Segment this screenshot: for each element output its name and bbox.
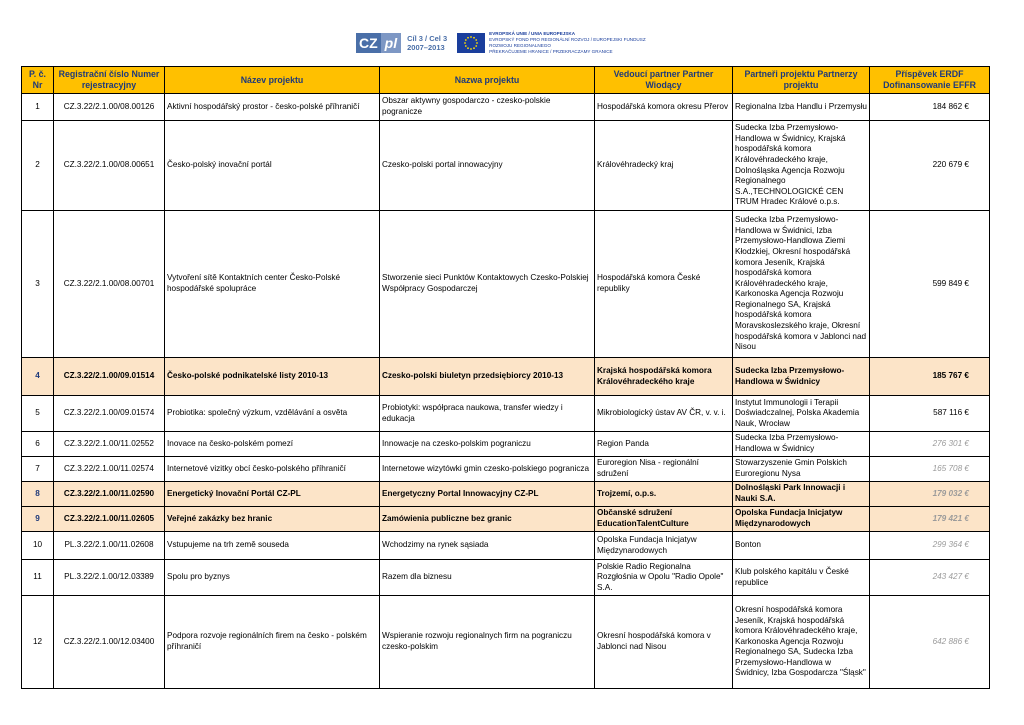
table-row <box>22 211 990 358</box>
table-row <box>22 121 990 211</box>
czpl-logo-caption <box>407 34 447 52</box>
projects-table <box>21 66 990 689</box>
cell-lead: Občanské sdružení EducationTalentCulture <box>595 507 733 532</box>
cell-partners: Stowarzyszenie Gmin Polskich Euroregionu Nysa <box>733 457 870 482</box>
cell-nr: 6 <box>22 432 54 457</box>
table-row <box>22 432 990 457</box>
cell-reg: CZ.3.22/2.1.00/08.00126 <box>54 94 165 121</box>
cell-nr: 3 <box>22 211 54 358</box>
cell-name-cz: Vstupujeme na trh země souseda <box>165 532 380 560</box>
cell-amount: 179 032 € <box>870 482 990 507</box>
cell-nr: 9 <box>22 507 54 532</box>
cell-partners: Klub polského kapitálu v České republice <box>733 560 870 596</box>
header-name-pl: Nazwa projektu <box>380 67 595 94</box>
cell-reg: CZ.3.22/2.1.00/09.01514 <box>54 358 165 396</box>
czpl-logo-line1: Cíl 3 / Cel 3 <box>407 34 448 43</box>
header-amount: Příspěvek ERDF Dofinansowanie EFFR <box>870 67 990 94</box>
cell-lead: Mikrobiologický ústav AV ČR, v. v. i. <box>595 396 733 432</box>
cell-name-pl: Wchodzimy na rynek sąsiada <box>380 532 595 560</box>
cell-name-cz: Česko-polské podnikatelské listy 2010-13 <box>165 358 380 396</box>
cell-amount: 599 849 € <box>870 211 990 358</box>
eu-logo-caption <box>489 31 669 55</box>
cell-name-pl: Wspieranie rozwoju regionalnych firm na pograniczu czesko-polskim <box>380 596 595 689</box>
cell-reg: PL.3.22/2.1.00/12.03389 <box>54 560 165 596</box>
cell-name-pl: Innowacje na czesko-polskim pograniczu <box>380 432 595 457</box>
cell-name-cz: Spolu pro byznys <box>165 560 380 596</box>
cell-name-pl: Czesko-polski biuletyn przedsiębiorcy 2010-13 <box>380 358 595 396</box>
table-row-highlighted <box>22 482 990 507</box>
table-row <box>22 532 990 560</box>
cell-nr: 12 <box>22 596 54 689</box>
eu-logo-line2: EVROPSKÝ FOND PRO REGIONÁLNÍ ROZVOJ / EUROPEJSKI FUNDUSZ ROZWOJU REGIONALNEGO <box>489 37 646 48</box>
cell-reg: CZ.3.22/2.1.00/11.02590 <box>54 482 165 507</box>
cell-lead: Trojzemí, o.p.s. <box>595 482 733 507</box>
cell-reg: CZ.3.22/2.1.00/11.02605 <box>54 507 165 532</box>
eu-logo-line1: EVROPSKÁ UNIE / UNIA EUROPEJSKA <box>489 31 576 36</box>
cell-amount: 276 301 € <box>870 432 990 457</box>
cell-name-pl: Stworzenie sieci Punktów Kontaktowych Czesko-Polskiej Współpracy Gospodarczej <box>380 211 595 358</box>
cell-lead: Hospodářská komora okresu Přerov <box>595 94 733 121</box>
header-nr: P. č. Nr <box>22 67 54 94</box>
cell-partners: Dolnośląski Park Innowacji i Nauki S.A. <box>733 482 870 507</box>
header-lead: Vedoucí partner Partner Wiodący <box>595 67 733 94</box>
cell-partners: Sudecka Izba Przemysłowo-Handlowa w Świdnici, Izba Przemysłowo-Handlowa Ziemi Kłodzkiej, Okresní hospodářská komora Jeseník, Krajská hospodářská komora Královéhradeckého kraje, Karkonoska Agencja Rozwoju Regionalnego SA, Krajská hospodářská komora Moravskoslezského kraje, Okresní hospodářská komora v Jablonci nad Nisou <box>733 211 870 358</box>
cell-amount: 184 862 € <box>870 94 990 121</box>
eu-logo <box>457 31 669 55</box>
cell-name-cz: Probiotika: společný výzkum, vzdělávání a osvěta <box>165 396 380 432</box>
cell-name-pl: Internetowe wizytówki gmin czesko-polskiego pogranicza <box>380 457 595 482</box>
cell-lead: Královéhradecký kraj <box>595 121 733 211</box>
cell-name-pl: Czesko-polski portal innowacyjny <box>380 121 595 211</box>
cell-name-pl: Zamówienia publiczne bez granic <box>380 507 595 532</box>
cell-reg: CZ.3.22/2.1.00/12.03400 <box>54 596 165 689</box>
cell-amount: 165 708 € <box>870 457 990 482</box>
cell-name-cz: Inovace na česko-polském pomezí <box>165 432 380 457</box>
table-row-highlighted <box>22 507 990 532</box>
cell-reg: PL.3.22/2.1.00/11.02608 <box>54 532 165 560</box>
cell-nr: 10 <box>22 532 54 560</box>
cell-name-pl: Energetyczny Portal Innowacyjny CZ-PL <box>380 482 595 507</box>
cell-nr: 7 <box>22 457 54 482</box>
cell-partners: Opolska Fundacja Inicjatyw Międzynarodowych <box>733 507 870 532</box>
cell-lead: Polskie Radio Regionalna Rozgłośnia w Opolu "Radio Opole" S.A. <box>595 560 733 596</box>
cell-name-pl: Razem dla biznesu <box>380 560 595 596</box>
table-row <box>22 596 990 689</box>
cell-amount: 179 421 € <box>870 507 990 532</box>
cell-lead: Hospodářská komora České republiky <box>595 211 733 358</box>
cell-name-cz: Veřejné zakázky bez hranic <box>165 507 380 532</box>
cell-name-cz: Česko-polský inovační portál <box>165 121 380 211</box>
cell-lead: Okresní hospodářská komora v Jablonci nad Nisou <box>595 596 733 689</box>
cell-nr: 5 <box>22 396 54 432</box>
cell-amount: 299 364 € <box>870 532 990 560</box>
cell-partners: Regionalna Izba Handlu i Przemysłu <box>733 94 870 121</box>
cell-name-cz: Vytvoření sítě Kontaktních center Česko-Polské hospodářské spolupráce <box>165 211 380 358</box>
cell-partners: Instytut Immunologii i Terapii Doświadczalnej, Polska Akademia Nauk, Wrocław <box>733 396 870 432</box>
header-name-cz: Název projektu <box>165 67 380 94</box>
header-partners: Partneři projektu Partnerzy projektu <box>733 67 870 94</box>
table-row <box>22 94 990 121</box>
cell-name-cz: Aktivní hospodářský prostor - česko-polské příhraničí <box>165 94 380 121</box>
table-row-highlighted <box>22 358 990 396</box>
cell-nr: 1 <box>22 94 54 121</box>
eu-flag-icon <box>457 33 485 53</box>
cell-partners: Sudecka Izba Przemysłowo-Handlowa w Świdnicy <box>733 358 870 396</box>
table-row <box>22 396 990 432</box>
czpl-logo-cz: CZ <box>356 33 381 53</box>
logo-header <box>356 32 669 54</box>
cell-name-pl: Obszar aktywny gospodarczo - czesko-polskie pogranicze <box>380 94 595 121</box>
table-header-row <box>22 67 990 94</box>
cell-nr: 8 <box>22 482 54 507</box>
cell-lead: Region Panda <box>595 432 733 457</box>
cell-nr: 11 <box>22 560 54 596</box>
cell-lead: Krajská hospodářská komora Královéhradeckého kraje <box>595 358 733 396</box>
cell-partners: Sudecka Izba Przemysłowo-Handlowa w Świdnicy <box>733 432 870 457</box>
cell-nr: 4 <box>22 358 54 396</box>
cell-name-cz: Podpora rozvoje regionálních firem na česko - polském příhraničí <box>165 596 380 689</box>
cell-amount: 243 427 € <box>870 560 990 596</box>
eu-logo-line3: PŘEKRAČUJEME HRANICE / PRZEKRACZAMY GRANICE <box>489 49 613 54</box>
cell-lead: Euroregion Nisa - regionální sdružení <box>595 457 733 482</box>
cell-partners: Okresní hospodářská komora Jeseník, Krajská hospodářská komora Královéhradeckého kraje, Karkonoska Agencja Rozwoju Regionalnego SA, Sudecka Izba Przemysłowo-Handlowa w Świdnicy, Izba Gospodarcza "Śląsk" <box>733 596 870 689</box>
table-row <box>22 560 990 596</box>
czpl-logo-line2: 2007–2013 <box>407 43 445 52</box>
cell-name-cz: Internetové vizitky obcí česko-polského příhraničí <box>165 457 380 482</box>
czpl-logo-pl: pl <box>381 33 401 53</box>
cell-reg: CZ.3.22/2.1.00/11.02552 <box>54 432 165 457</box>
cell-reg: CZ.3.22/2.1.00/08.00651 <box>54 121 165 211</box>
table-row <box>22 457 990 482</box>
cell-amount: 587 116 € <box>870 396 990 432</box>
cell-nr: 2 <box>22 121 54 211</box>
cell-amount: 185 767 € <box>870 358 990 396</box>
cell-lead: Opolska Fundacja Inicjatyw Międzynarodowych <box>595 532 733 560</box>
cell-reg: CZ.3.22/2.1.00/09.01574 <box>54 396 165 432</box>
cell-amount: 220 679 € <box>870 121 990 211</box>
czpl-logo <box>356 33 447 53</box>
cell-partners: Sudecka Izba Przemysłowo-Handlowa w Świdnicy, Krajská hospodářská komora Královéhradeckého kraje, Dolnośląska Agencja Rozwoju Regionalnego S.A.,TECHNOLOGICKÉ CEN TRUM Hradec Králové o.p.s. <box>733 121 870 211</box>
cell-partners: Bonton <box>733 532 870 560</box>
cell-reg: CZ.3.22/2.1.00/11.02574 <box>54 457 165 482</box>
cell-reg: CZ.3.22/2.1.00/08.00701 <box>54 211 165 358</box>
header-reg: Registrační číslo Numer rejestracyjny <box>54 67 165 94</box>
cell-name-cz: Energetický Inovační Portál CZ-PL <box>165 482 380 507</box>
cell-name-pl: Probiotyki: współpraca naukowa, transfer wiedzy i edukacja <box>380 396 595 432</box>
cell-amount: 642 886 € <box>870 596 990 689</box>
